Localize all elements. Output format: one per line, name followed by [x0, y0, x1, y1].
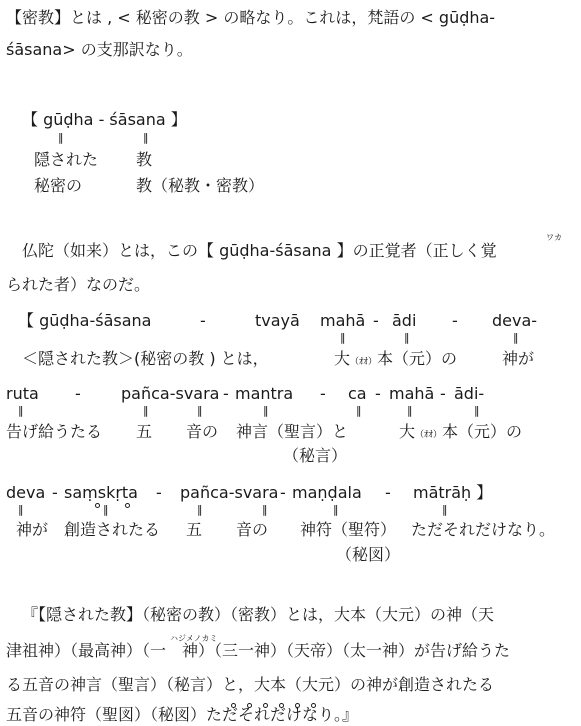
sanskrit-term: ādi-: [454, 384, 485, 403]
sanskrit-dash: -: [75, 384, 81, 403]
breakdown-gloss-1a: 隠された: [34, 150, 99, 169]
quote-line-4: 五音の神符（聖図）（秘図）ただそれだけなり。』: [6, 705, 359, 724]
sanskrit-term: pañca-svara: [121, 384, 220, 403]
breakdown-sanskrit: 【 gūḍha - śāsana 】: [22, 110, 187, 129]
sanskrit-term: pañca-svara: [180, 483, 279, 502]
underdot-mark: [125, 503, 130, 508]
equals-mark: ‖: [197, 404, 203, 417]
sanskrit-term: tvayā: [255, 311, 300, 330]
intro-line-1: 【密教】とは , < 秘密の教 > の略なり。これは，梵語の < gūḍha-: [6, 8, 496, 27]
sanskrit-term: mantra: [235, 384, 294, 403]
equals-mark: ‖: [404, 331, 410, 344]
underdot-mark: [95, 503, 100, 508]
paragraph-2-line-1: 仏陀（如来）とは，この【 gūḍha-śāsana 】の正覚者（正しく覚: [22, 241, 497, 260]
gloss: 創造されたる: [64, 520, 161, 539]
equals-mark: ‖: [333, 503, 339, 516]
sanskrit-dash: -: [452, 311, 458, 330]
gloss: 大（ｵｵ）本（元）の: [399, 422, 523, 441]
sanskrit-dash: -: [373, 311, 379, 330]
quote-line-2: 津祖神）（最高神）（一 神）（三一神）（天帝）（太一神）が告げ給うた: [6, 641, 511, 660]
equals-mark: ‖: [340, 331, 346, 344]
breakdown-gloss-1b: 教: [136, 150, 153, 169]
equals-mark: ‖: [513, 331, 519, 344]
equals-mark: ‖: [474, 404, 480, 417]
gloss: 告げ給うたる: [6, 422, 103, 441]
gloss: 五: [186, 520, 203, 539]
sanskrit-dash: -: [223, 384, 229, 403]
sanskrit-dash: -: [375, 384, 381, 403]
gloss: 五: [136, 422, 153, 441]
equals-mark: ‖: [263, 404, 269, 417]
breakdown-gloss-2b: 教（秘教・密教）: [136, 176, 265, 195]
sanskrit-dash: -: [200, 311, 206, 330]
sanskrit-term: saṃskṛta: [64, 483, 138, 502]
equals-mark: ‖: [18, 404, 24, 417]
gloss: 神言（聖言）と: [236, 422, 349, 441]
equals-mark: ‖: [18, 503, 24, 516]
sanskrit-dash: -: [440, 384, 446, 403]
sanskrit-dash: -: [156, 483, 162, 502]
quote-line-1: 『【隠された教】（秘密の教）（密教）とは，大本（大元）の神（天: [22, 605, 495, 624]
gloss: 神が: [502, 349, 535, 368]
equals-mark: ‖: [442, 503, 448, 516]
gloss: ＜隠された教＞(秘密の教 ) とは，: [22, 349, 269, 368]
sanskrit-dash: -: [385, 483, 391, 502]
sanskrit-term: mahā: [320, 311, 366, 330]
ruby-waka: ワカ: [546, 233, 562, 242]
sanskrit-term: deva-: [492, 311, 538, 330]
gloss: 神符（聖符）: [300, 520, 397, 539]
sanskrit-term: maṇḍala: [292, 483, 362, 502]
equals-mark: ‖: [58, 131, 64, 144]
equals-mark: ‖: [262, 503, 268, 516]
intro-line-2: śāsana> の支那訳なり。: [6, 40, 193, 59]
gloss: ただそれだけなり。: [411, 520, 556, 539]
sanskrit-term: mātrāḥ 】: [413, 483, 493, 502]
equals-mark: ‖: [143, 404, 149, 417]
gloss-secret-word: （秘言）: [283, 446, 348, 465]
equals-mark: ‖: [197, 503, 203, 516]
gloss: 音の: [186, 422, 219, 441]
ruby-hajimenokami: ハジメノカミ: [170, 634, 218, 643]
gloss: 大（ｵｵ）本（元）の: [334, 349, 458, 368]
equals-mark: ‖: [103, 503, 109, 516]
breakdown-gloss-2a: 秘密の: [34, 176, 83, 195]
sanskrit-term: ādi: [392, 311, 417, 330]
sanskrit-dash: -: [52, 483, 58, 502]
equals-mark: ‖: [407, 404, 413, 417]
sanskrit-term: mahā: [389, 384, 435, 403]
gloss: 音の: [236, 520, 269, 539]
paragraph-2-line-2: られた者）なのだ。: [6, 275, 151, 294]
sanskrit-term: ca: [348, 384, 367, 403]
sanskrit-dash: -: [320, 384, 326, 403]
sanskrit-term: ruta: [6, 384, 39, 403]
quote-line-3: る五音の神言（聖言）（秘言）と，大本（大元）の神が創造されたる: [6, 675, 495, 694]
gloss-secret-figure: （秘図）: [336, 545, 401, 564]
equals-mark: ‖: [143, 131, 149, 144]
gloss: 神が: [16, 520, 49, 539]
sanskrit-dash: -: [280, 483, 286, 502]
equals-mark: ‖: [356, 404, 362, 417]
sanskrit-term: 【 gūḍha-śāsana: [18, 311, 152, 330]
sanskrit-term: deva: [6, 483, 46, 502]
